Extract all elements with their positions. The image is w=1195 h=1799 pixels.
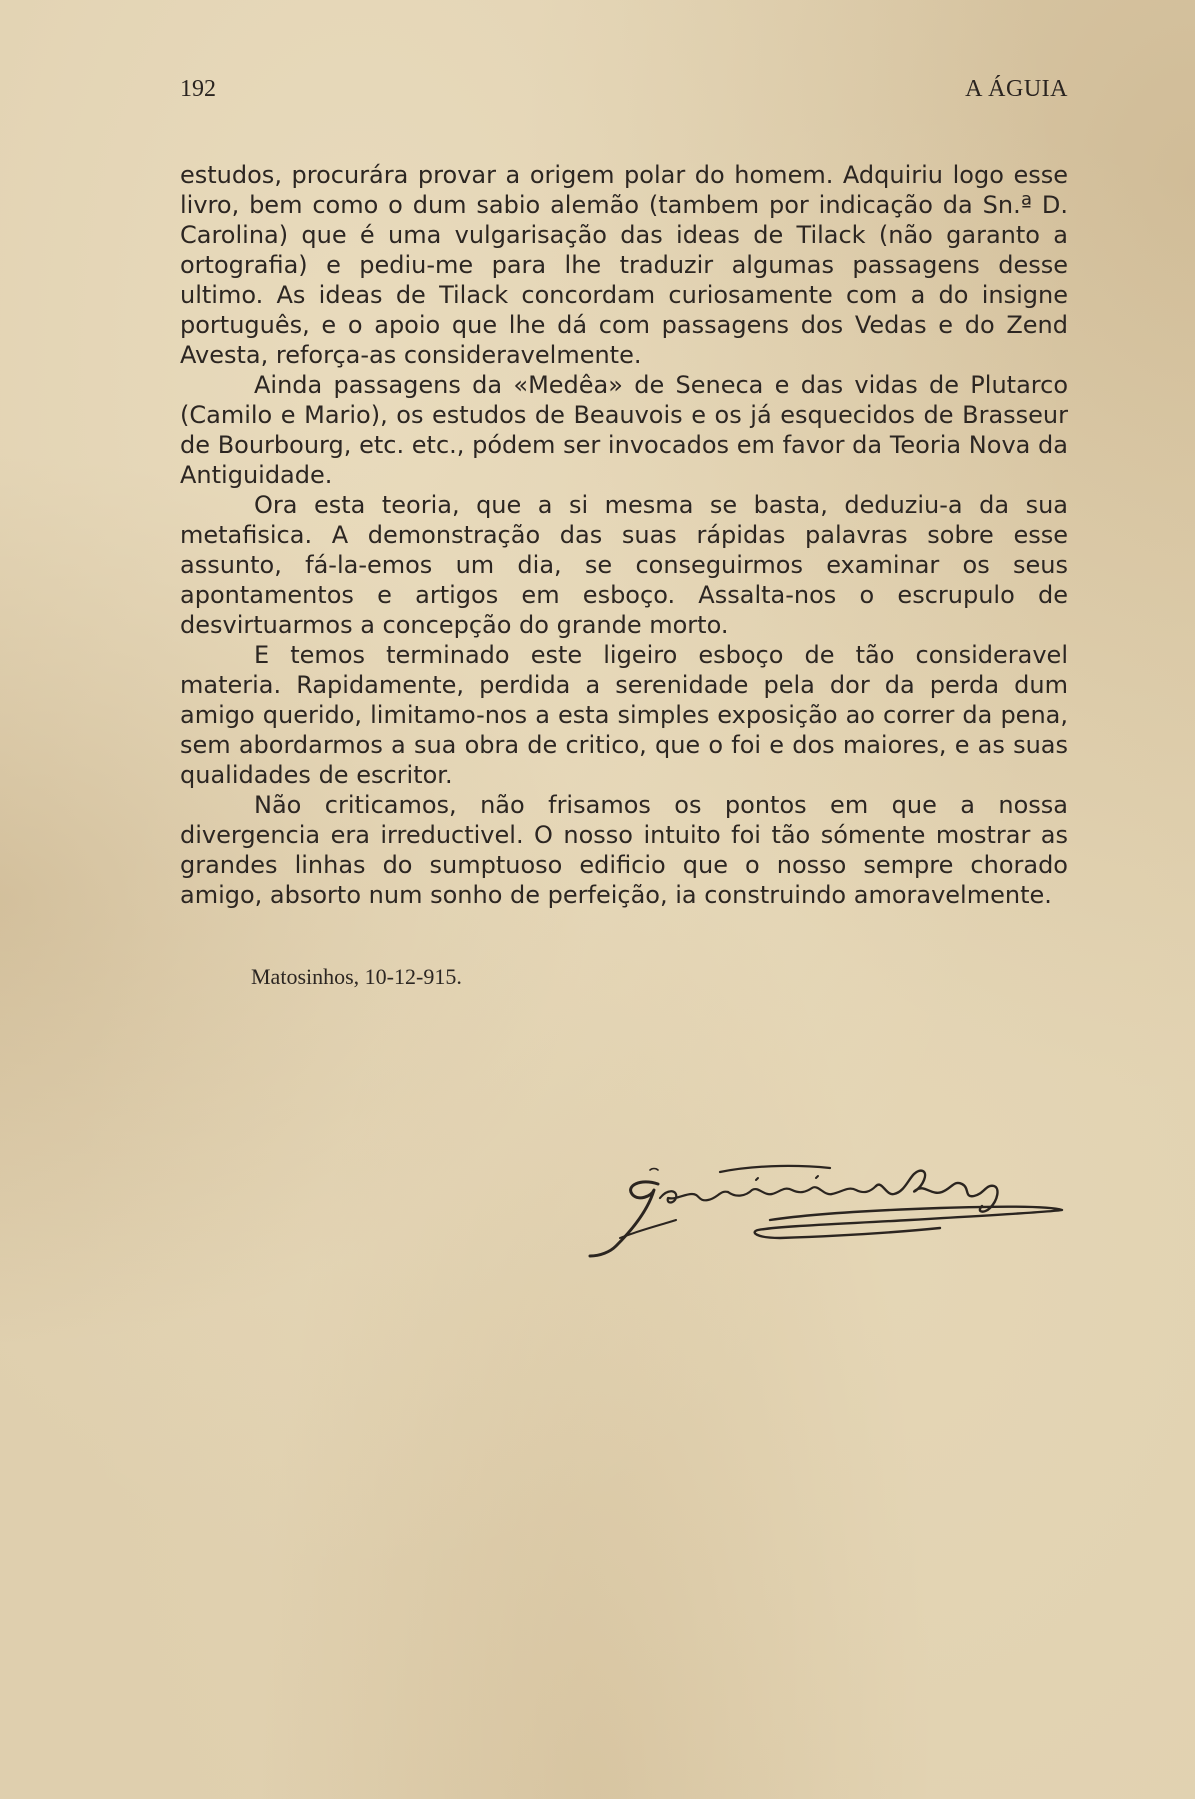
paragraph-1: estudos, procurára provar a origem polar do homem. Adquiriu logo esse livro, bem como o dum sabio alemão (tambem por indicação da Sn.ª D. Carolina) que é uma vulgarisação das ideas de Tilack (não garanto a ortografia) e pediu-me para lhe traduzir algumas passagens desse ultimo. As ideas de Tilack concordam curiosamente com a do insigne português, e o apoio que lhe dá com passagens dos Vedas e do Zend Avesta, reforça-as consideravelmente. [180,161,1068,369]
paragraph-2: Ainda passagens da «Medêa» de Seneca e das vidas de Plutarco (Camilo e Mario), os estudos de Beauvois e os já esquecidos de Brasseur de Bourbourg, etc. etc., pódem ser invocados em favor da Teoria Nova da Antiguidade. [180,371,1068,489]
running-head: A ÁGUIA [965,76,1068,102]
paragraph-5: Não criticamos, não frisamos os pontos em que a nossa divergencia era irreductivel. O nosso intuito foi tão sómente mostrar as grandes linhas do sumptuoso edificio que o nosso sempre chorado amigo, absorto num sonho de perfeição, ia construindo amoravelmente. [180,791,1068,909]
article-body [180,160,1068,910]
place-date: Matosinhos, 10-12-915. [251,964,462,989]
signature-drawing [580,1150,1080,1270]
page-number: 192 [180,76,216,102]
paragraph-3: Ora esta teoria, que a si mesma se basta, deduziu-a da sua metafisica. A demonstração das suas rápidas palavras sobre esse assunto, fá-la-emos um dia, se conseguirmos examinar os seus apontamentos e artigos em esboço. Assalta-nos o escrupulo de desvirtuarmos a concepção do grande morto. [180,491,1068,639]
page-header [180,76,1068,106]
paragraph-4: E temos terminado este ligeiro esboço de tão consideravel materia. Rapidamente, perdida a serenidade pela dor da perda dum amigo querido, limitamo-nos a esta simples exposição ao correr da pena, sem abordarmos a sua obra de critico, que o foi e dos maiores, e as suas qualidades de escritor. [180,641,1068,789]
handwritten-signature [580,1150,1080,1270]
